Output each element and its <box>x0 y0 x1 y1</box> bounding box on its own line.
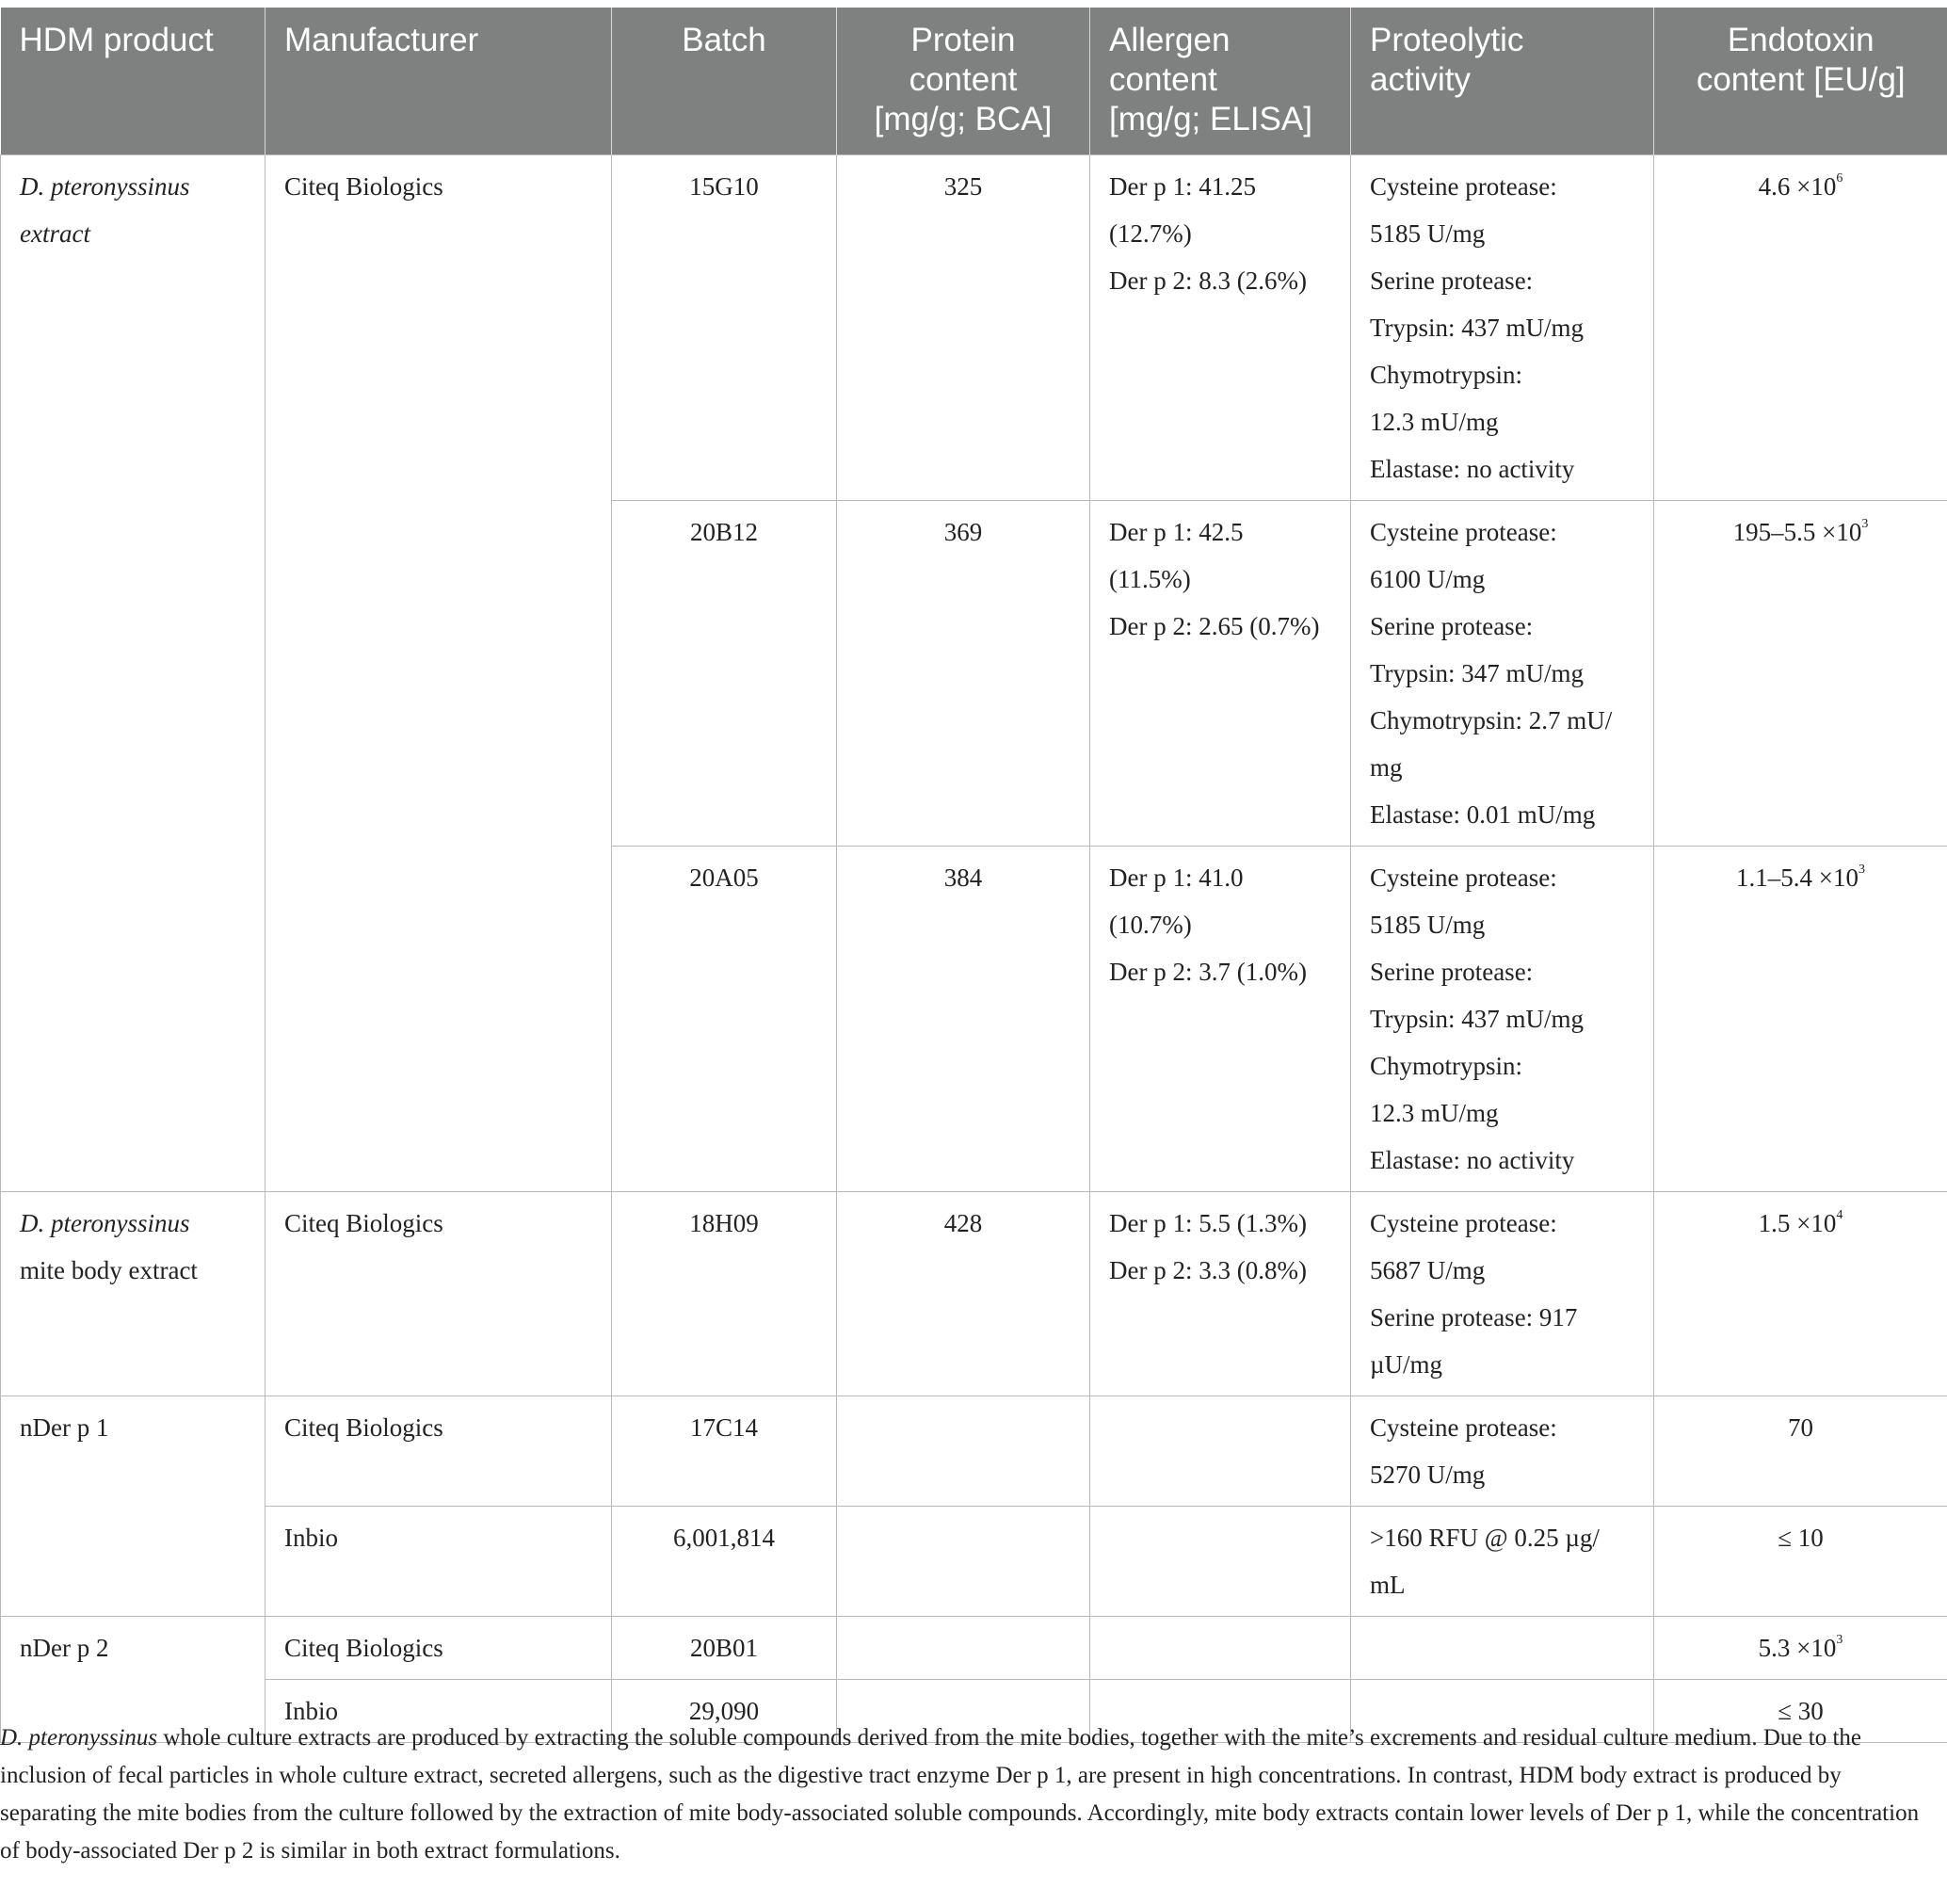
cell-allergen-content <box>1090 1396 1351 1507</box>
hdm-product-table <box>0 8 1947 1743</box>
header-manufacturer: Manufacturer <box>266 8 612 155</box>
cell-allergen-content <box>1090 1507 1351 1617</box>
cell-manufacturer: Citeq Biologics <box>266 155 612 1192</box>
cell-allergen-content: Der p 1: 41.25 (12.7%) Der p 2: 8.3 (2.6%) <box>1090 155 1351 501</box>
cell-hdm-product: D. pteronyssinus mite body extract <box>1 1192 266 1396</box>
table-header-row <box>1 8 1947 155</box>
cell-proteolytic-activity: >160 RFU @ 0.25 µg/ mL <box>1351 1507 1654 1617</box>
cell-manufacturer: Citeq Biologics <box>266 1192 612 1396</box>
cell-hdm-product: nDer p 1 <box>1 1396 266 1617</box>
table-row <box>1 155 1947 501</box>
cell-batch: 15G10 <box>612 155 837 501</box>
cell-proteolytic-activity: Cysteine protease: 6100 U/mg Serine protease: Trypsin: 347 mU/mg Chymotrypsin: 2.7 mU/ mg Elastase: 0.01 mU/mg <box>1351 501 1654 847</box>
cell-protein-content <box>837 1396 1090 1507</box>
cell-endotoxin-content: 70 <box>1654 1396 1947 1507</box>
header-hdm-product: HDM product <box>1 8 266 155</box>
table-row <box>1 1617 1947 1680</box>
header-proteolytic-activity: Proteolytic activity <box>1351 8 1654 155</box>
cell-endotoxin-content: $195-5.5 \times 10^3$ <box>1654 501 1947 847</box>
cell-protein-content: 369 <box>837 501 1090 847</box>
cell-endotoxin-content: ≤ 30 <box>1654 1680 1947 1743</box>
cell-hdm-product: nDer p 2 <box>1 1617 266 1743</box>
cell-batch: 17C14 <box>612 1396 837 1507</box>
cell-batch: 20B12 <box>612 501 837 847</box>
footnote-text: whole culture extracts are produced by extracting the soluble compounds derived from the mite bodies, together with the mite’s excrements and residual culture medium. Due to the inclusion of fecal particles in whole culture extract, secreted allergens, such as the digestive tract enzyme Der p 1, are present in high concentrations. In contrast, HDM body extract is produced by separating the mite bodies from the culture followed by the extraction of mite body-associated soluble compounds. Accordingly, mite body extracts contain lower levels of Der p 1, while the concentration of body-associated Der p 2 is similar in both extract formulations. <box>0 1725 1920 1864</box>
cell-allergen-content <box>1090 1617 1351 1680</box>
cell-manufacturer: Citeq Biologics <box>266 1396 612 1507</box>
cell-batch: 20B01 <box>612 1617 837 1680</box>
cell-proteolytic-activity <box>1351 1617 1654 1680</box>
cell-allergen-content: Der p 1: 42.5 (11.5%) Der p 2: 2.65 (0.7%) <box>1090 501 1351 847</box>
cell-batch: 18H09 <box>612 1192 837 1396</box>
cell-protein-content <box>837 1507 1090 1617</box>
cell-proteolytic-activity: Cysteine protease: 5687 U/mg Serine protease: 917 µU/mg <box>1351 1192 1654 1396</box>
footnote-species: D. pteronyssinus <box>0 1725 158 1751</box>
cell-protein-content: 428 <box>837 1192 1090 1396</box>
table-row <box>1 1396 1947 1507</box>
cell-batch: 20A05 <box>612 847 837 1192</box>
cell-allergen-content: Der p 1: 41.0 (10.7%) Der p 2: 3.7 (1.0%) <box>1090 847 1351 1192</box>
table-row <box>1 1507 1947 1617</box>
cell-batch: 6,001,814 <box>612 1507 837 1617</box>
cell-protein-content: 384 <box>837 847 1090 1192</box>
cell-batch: 29,090 <box>612 1680 837 1743</box>
cell-manufacturer: Inbio <box>266 1680 612 1743</box>
cell-proteolytic-activity: Cysteine protease: 5185 U/mg Serine protease: Trypsin: 437 mU/mg Chymotrypsin: 12.3 mU/mg Elastase: no activity <box>1351 155 1654 501</box>
cell-endotoxin-content: $1.5 \times 10^4$ <box>1654 1192 1947 1396</box>
cell-protein-content <box>837 1617 1090 1680</box>
header-batch: Batch <box>612 8 837 155</box>
cell-protein-content: 325 <box>837 155 1090 501</box>
cell-proteolytic-activity: Cysteine protease: 5185 U/mg Serine protease: Trypsin: 437 mU/mg Chymotrypsin: 12.3 mU/mg Elastase: no activity <box>1351 847 1654 1192</box>
table-row <box>1 1192 1947 1396</box>
cell-allergen-content: Der p 1: 5.5 (1.3%) Der p 2: 3.3 (0.8%) <box>1090 1192 1351 1396</box>
header-endotoxin-content: Endotoxin content [EU/g] <box>1654 8 1947 155</box>
cell-hdm-product: D. pteronyssinus extract <box>1 155 266 1192</box>
cell-endotoxin-content: $4.6 \times 10^6$ <box>1654 155 1947 501</box>
cell-endotoxin-content: $5.3 \times 10^3$ <box>1654 1617 1947 1680</box>
table-footnote <box>0 1719 1930 1870</box>
cell-manufacturer: Inbio <box>266 1507 612 1617</box>
header-allergen-content: Allergen content [mg/g; ELISA] <box>1090 8 1351 155</box>
cell-manufacturer: Citeq Biologics <box>266 1617 612 1680</box>
cell-proteolytic-activity: Cysteine protease: 5270 U/mg <box>1351 1396 1654 1507</box>
header-protein-content: Protein content [mg/g; BCA] <box>837 8 1090 155</box>
cell-endotoxin-content: ≤ 10 <box>1654 1507 1947 1617</box>
cell-endotoxin-content: $1.1-5.4 \times 10^3$ <box>1654 847 1947 1192</box>
